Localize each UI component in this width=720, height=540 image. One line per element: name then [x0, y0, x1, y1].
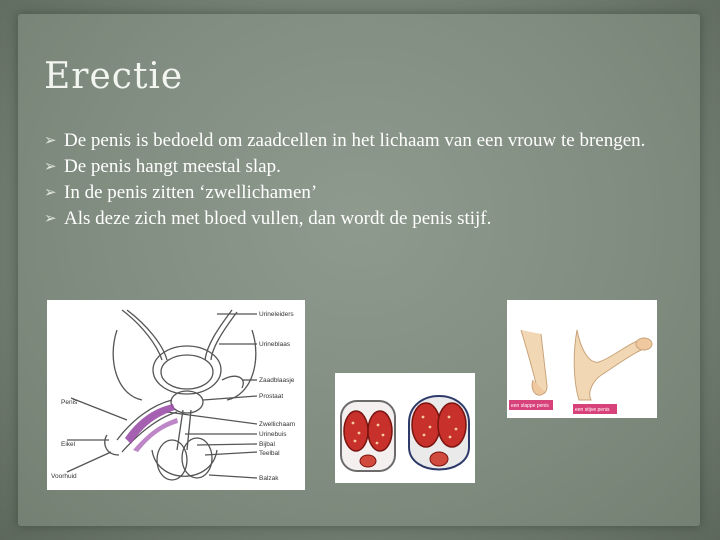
diagram-label: Penis	[61, 399, 78, 406]
bullet-item	[44, 180, 684, 206]
bullet-item	[44, 154, 684, 180]
bullet-item	[44, 206, 684, 232]
bullet-text: De penis hangt meestal slap.	[64, 156, 281, 177]
bullet-item	[44, 128, 684, 154]
illustration-label: een slappe penis	[511, 403, 549, 409]
slide-title: Erectie	[44, 56, 184, 97]
bullet-arrow-icon: ➢	[44, 211, 57, 227]
diagram-label: Urineleiders	[259, 311, 294, 318]
diagram-label: Prostaat	[259, 393, 284, 400]
bullet-text: De penis is bedoeld om zaadcellen in het lichaam van een vrouw te brengen.	[64, 130, 646, 151]
diagram-label: Zaadblaasje	[259, 377, 295, 384]
diagram-label: Teelbal	[259, 450, 280, 457]
illustration-label: een stijve penis	[575, 407, 610, 413]
diagram-label: Bijbal	[259, 441, 275, 448]
penis-illustration	[507, 300, 657, 418]
bullet-arrow-icon: ➢	[44, 159, 57, 175]
diagram-label: Zwellichaam	[259, 421, 296, 428]
diagram-label: Urinebuis	[259, 431, 287, 438]
bullet-arrow-icon: ➢	[44, 133, 57, 149]
bullet-arrow-icon: ➢	[44, 185, 57, 201]
diagram-label: Urineblaas	[259, 341, 291, 348]
cross-section-image	[335, 373, 475, 483]
bullet-text: Als deze zich met bloed vullen, dan wordt de penis stijf.	[64, 208, 492, 229]
anatomy-diagram	[47, 300, 305, 490]
diagram-label: Balzak	[259, 475, 279, 482]
diagram-label: Eikel	[61, 441, 76, 448]
diagram-label: Voorhuid	[51, 473, 77, 480]
bullet-list	[44, 128, 684, 232]
bullet-text: In de penis zitten ‘zwellichamen’	[64, 182, 318, 203]
